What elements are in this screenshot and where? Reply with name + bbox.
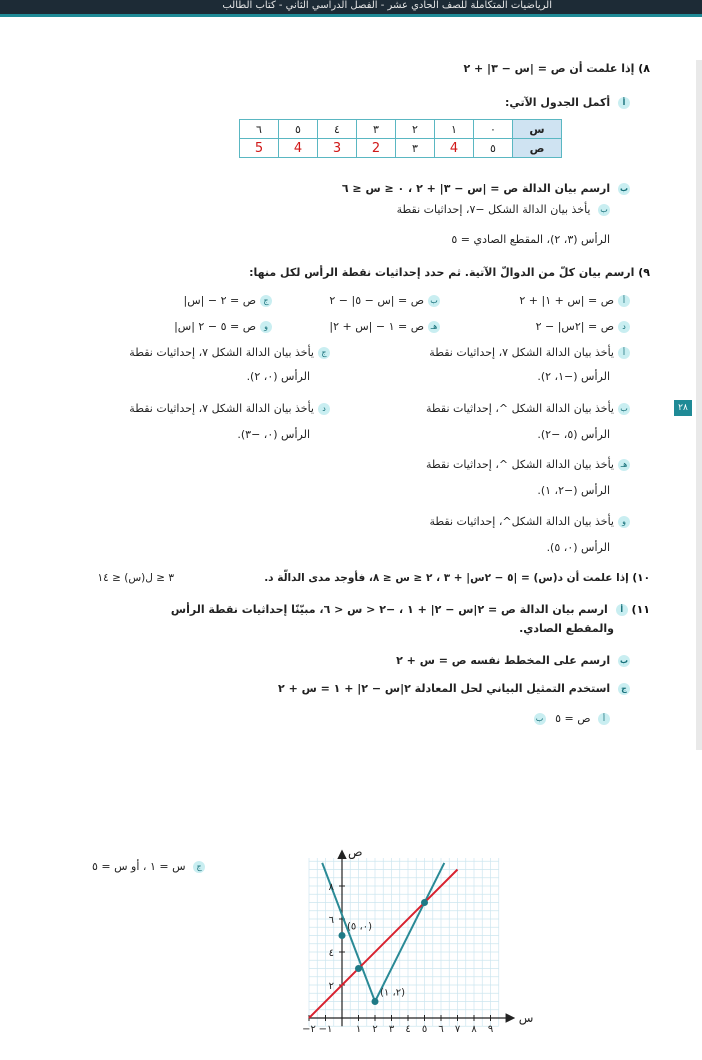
q9-stem: [249, 266, 650, 279]
q10-answer: ٣ ≤ ل(س) ≤ ١٤: [97, 572, 174, 584]
header-title: الرياضيات المتكاملة للصف الحادي عشر - الفصل الدراسي الثاني - كتاب الطالب: [222, 0, 552, 11]
table-row: [240, 120, 562, 139]
q9-number: ٩): [638, 266, 650, 279]
q8-number: ٨): [638, 62, 650, 75]
q11-answer-ab: [530, 712, 610, 725]
table-cell: ٦: [240, 120, 279, 139]
q9-answer-f-line2: الرأس (٠، ٥).: [546, 541, 610, 554]
x-tick-label: ٢: [372, 1024, 378, 1035]
x-tick-label: ٤: [405, 1024, 411, 1035]
x-tick-label: ١: [355, 1024, 362, 1035]
badge-a: أ: [616, 604, 628, 616]
q9-answer-f: [430, 515, 630, 528]
q8-part-b-text: ارسم بيان الدالة ص = |س − ٣| + ٢ ، ٠ ≤ س ≤ ٦: [341, 182, 611, 195]
table-header-x: س: [513, 120, 562, 139]
q9-func-d: [536, 320, 630, 333]
q11-number: ١١): [631, 603, 650, 616]
q10-stem: [264, 572, 650, 584]
point-label: (٢، ١): [380, 987, 405, 999]
q8-answer-b-line1: [397, 203, 610, 216]
table-cell: ١: [435, 120, 474, 139]
q9-func-a: [519, 294, 630, 307]
badge-b: ب: [598, 204, 610, 216]
badge-c: ج: [193, 861, 205, 873]
answer-text: يأخذ بيان الدالة الشكل ^، إحداثيات نقطة: [426, 458, 614, 471]
badge-d: د: [618, 321, 630, 333]
q11-answer-c-text: س = ١ ، أو س = ٥: [92, 860, 186, 873]
header-accent-strip: [0, 14, 702, 17]
q9-answer-d-line2: الرأس (٠، −٣).: [237, 428, 310, 441]
values-table: [239, 119, 562, 158]
q10-number: ١٠): [632, 572, 650, 584]
q8-part-a-text: أكمل الجدول الآتي:: [504, 96, 611, 109]
q8-stem: [463, 62, 650, 75]
q9-answer-b: [426, 402, 630, 415]
badge-e: هـ: [428, 321, 440, 333]
q9-func-e: [329, 320, 440, 333]
q9-answer-e-line2: الرأس (−٢، ١).: [537, 484, 610, 497]
q9-answer-a: [429, 346, 630, 359]
table-cell: ٣: [357, 120, 396, 139]
q11-part-a-line2: والمقطع الصادي.: [519, 622, 614, 635]
q9-answer-e: [426, 458, 630, 471]
y-tick-label: ٨: [328, 882, 334, 893]
intersection-point: [421, 899, 428, 906]
answer-text: يأخذ بيان الدالة الشكل ٧، إحداثيات نقطة: [129, 402, 314, 415]
q11-part-a-text: ارسم بيان الدالة ص = ٢|س − ٢| + ١ ، −٢ < س < ٦، مبيّنًا إحداثيات نقطة الرأس: [170, 603, 608, 616]
q11-part-c-text: استخدم التمثيل البياني لحل المعادلة ٢|س − ٢| + ١ = س + ٢: [278, 682, 611, 695]
x-tick-label: −١: [318, 1024, 333, 1035]
page-edge-bar: [696, 60, 702, 750]
point-label: (٠، ٥): [347, 921, 372, 933]
table-cell: ٠: [474, 120, 513, 139]
q8-answer-b-line2: الرأس (٣، ٢)، المقطع الصادي = ٥: [451, 233, 610, 246]
q8-text: إذا علمت أن ص = |س − ٣| + ٢: [463, 62, 635, 75]
intersection-point: [339, 932, 346, 939]
table-cell-answer: 4: [279, 139, 318, 158]
badge-a: أ: [618, 347, 630, 359]
table-cell: ٢: [396, 120, 435, 139]
badge-f: و: [618, 516, 630, 528]
badge-a: أ: [618, 97, 630, 109]
q9-answer-c-line2: الرأس (٠، ٢).: [246, 370, 310, 383]
q9-func-b: [329, 294, 440, 307]
table-cell: ٤: [318, 120, 357, 139]
q9-answer-a-line2: الرأس (−١، ٢).: [537, 370, 610, 383]
func-text: ص = ٥ − ٢ |س|: [174, 320, 256, 333]
table-cell-answer: 2: [357, 139, 396, 158]
q8-part-a: [505, 96, 630, 109]
q10-text: إذا علمت أن د(س) = |٥ − ٢س| + ٣ ، ٢ ≤ س ≤ ٨، فأوجد مدى الدالّة د.: [264, 572, 629, 584]
q8-answer-b-text: يأخذ بيان الدالة الشكل −٧، إحداثيات نقطة: [396, 203, 591, 216]
absolute-value-graph: [300, 748, 600, 1038]
table-cell: ٥: [279, 120, 318, 139]
intersection-point: [355, 965, 362, 972]
y-tick-label: ٦: [328, 915, 334, 926]
badge-b: ب: [619, 656, 629, 665]
func-text: ص = ٢ − |س|: [183, 294, 256, 307]
page-number: ٢٨: [674, 400, 692, 416]
y-tick-label: ٤: [328, 948, 334, 959]
answer-text: يأخذ بيان الدالة الشكل ٧، إحداثيات نقطة: [129, 346, 314, 359]
table-cell-answer: 4: [435, 139, 474, 158]
y-tick-label: ٢: [328, 981, 334, 992]
table-cell-answer: 3: [318, 139, 357, 158]
table-cell-answer: 5: [240, 139, 279, 158]
table-header-y: ص: [513, 139, 562, 158]
func-text: ص = |٢س| − ٢: [535, 320, 614, 333]
x-tick-label: −٢: [302, 1024, 316, 1035]
x-axis-label: س: [518, 1011, 534, 1025]
func-text: ص = |س + ١| + ٢: [519, 294, 614, 307]
x-tick-label: ٧: [454, 1024, 461, 1035]
x-tick-label: ٥: [421, 1024, 428, 1035]
badge-a: أ: [618, 295, 630, 307]
table-row: [240, 139, 562, 158]
y-axis-label: ص: [348, 844, 363, 859]
q11-part-c: [278, 682, 630, 695]
q11-answer-a-text: ص = ٥: [555, 712, 591, 725]
q11-part-b: [396, 654, 630, 667]
badge-b: ب: [534, 713, 546, 725]
q8-part-b: [342, 182, 630, 195]
intersection-point: [372, 998, 379, 1005]
badge-b: ب: [619, 184, 629, 193]
table-cell: ٥: [474, 139, 513, 158]
q9-func-f: [174, 320, 272, 333]
q9-answer-c: [129, 346, 330, 359]
x-tick-label: ٨: [471, 1024, 477, 1035]
q9-answer-d: [129, 402, 330, 415]
answer-text: يأخذ بيان الدالة الشكل ^، إحداثيات نقطة: [426, 402, 614, 415]
badge-c: ج: [260, 295, 272, 307]
badge-a: أ: [598, 713, 610, 725]
answer-text: يأخذ بيان الدالة الشكل^، إحداثيات نقطة: [429, 515, 614, 528]
q11-part-a: [171, 603, 650, 616]
q9-answer-b-line2: الرأس (٥، −٢).: [537, 428, 610, 441]
badge-f: و: [260, 321, 272, 333]
answer-text: يأخذ بيان الدالة الشكل ٧، إحداثيات نقطة: [429, 346, 614, 359]
q11-answer-c: [92, 860, 205, 873]
func-text: ص = ١ − |س + ٢|: [329, 320, 424, 333]
badge-d: د: [318, 403, 330, 415]
func-text: ص = |س − ٥| − ٢: [329, 294, 424, 307]
q9-text: ارسم بيان كلّ من الدوالّ الآتية. ثم حدد إحداثيات نقطة الرأس لكل منها:: [249, 266, 635, 279]
q9-func-c: [184, 294, 273, 307]
badge-c: ج: [318, 347, 330, 359]
x-tick-label: ٩: [487, 1024, 494, 1035]
x-tick-label: ٦: [438, 1024, 444, 1035]
badge-b: ب: [428, 295, 440, 307]
badge-e: هـ: [618, 459, 630, 471]
q11-part-b-text: ارسم على المخطط نفسه ص = س + ٢: [396, 654, 611, 667]
table-cell: ٣: [396, 139, 435, 158]
badge-b: ب: [618, 403, 630, 415]
x-tick-label: ٣: [388, 1024, 395, 1035]
badge-c: ج: [618, 683, 630, 695]
